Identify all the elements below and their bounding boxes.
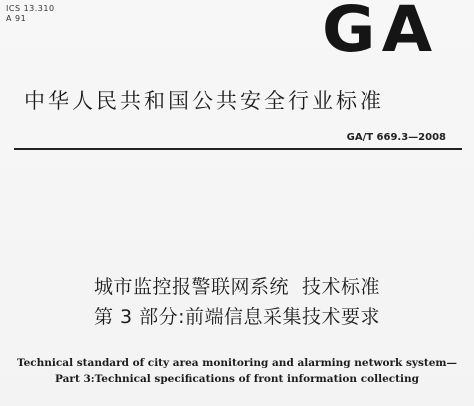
standard-number-text: GA/T 669.3—2008 <box>346 132 446 143</box>
classification-codes <box>6 4 55 24</box>
standard-category-title: 中华人民共和国公共安全行业标准 <box>24 89 384 113</box>
ccs-code: A 91 <box>6 14 27 23</box>
cn-title-line-1: 城市监控报警联网系统 技术标准 <box>93 276 381 298</box>
en-title-line-2: Part 3:Technical specifications of front information collecting <box>55 373 419 385</box>
standard-number <box>347 132 446 144</box>
header-divider <box>14 148 462 150</box>
ga-logo: GA <box>322 0 439 67</box>
ics-code: ICS 13.310 <box>6 4 55 13</box>
cn-title-line-2: 第 3 部分:前端信息采集技术要求 <box>93 306 381 328</box>
en-title-line-1: Technical standard of city area monitoring and alarming network system— <box>16 357 458 369</box>
